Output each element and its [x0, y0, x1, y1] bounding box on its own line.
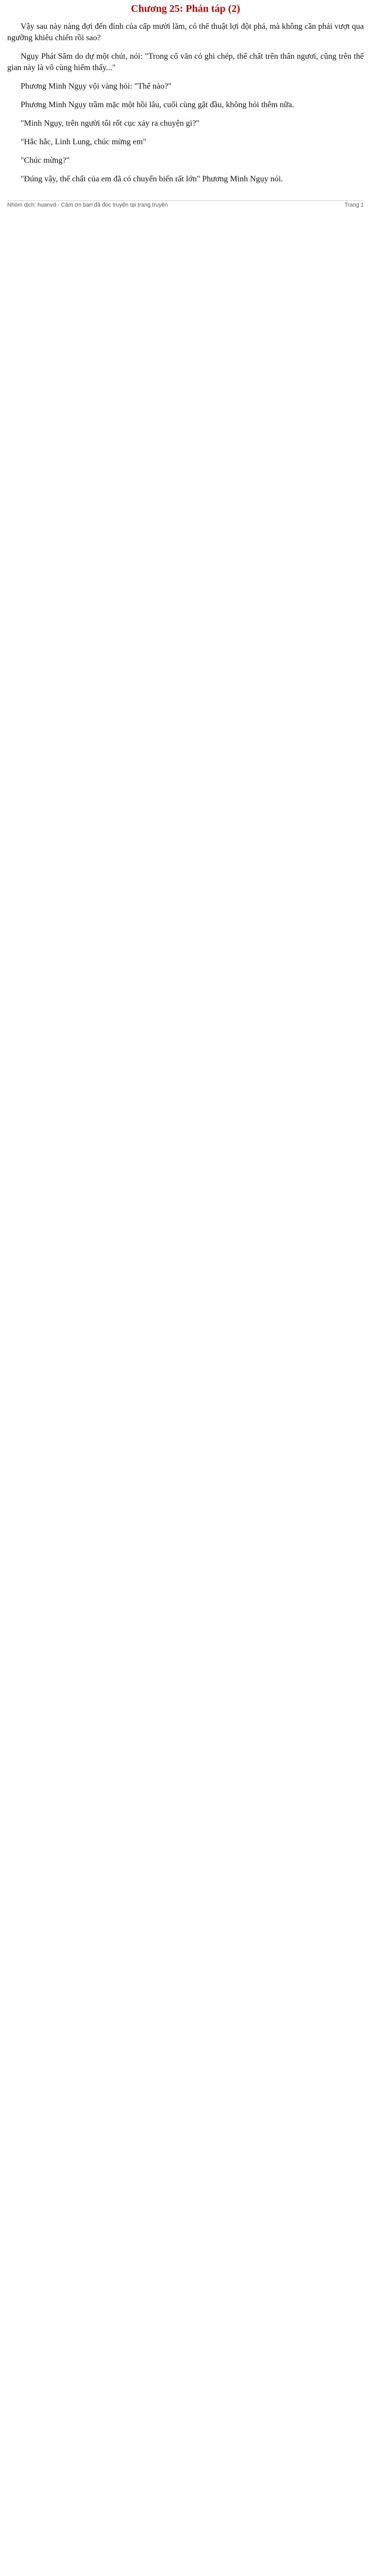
paragraph: "Chúc mừng?" — [21, 156, 70, 165]
footer-right: Trang 1 — [344, 202, 364, 208]
paragraph: "Đúng vậy, thể chất của em đã có chuyển biến rất lớn" Phương Minh Ngụy nói. — [21, 175, 283, 183]
paragraph: "Minh Ngụy, trên người tôi rốt cục xảy ra chuyện gì?" — [21, 119, 199, 128]
paragraph: Vậy sau này nàng đợi đến đỉnh của cấp mười lăm, có thể thuật lợi đột phá, mà không cần phải vượt qua ngưỡng khiêu chiến rồi sao? — [7, 22, 364, 42]
page-footer — [7, 200, 364, 208]
paragraph: "Hắc hắc, Linh Lung, chúc mừng em" — [21, 138, 146, 146]
paragraph: Ngụy Phát Sâm do dự một chút, nói: "Trong cổ văn có ghi chép, thể chất trên thân ngươi, cũng trên thế gian này là vô cùng hiếm thấy..." — [7, 52, 364, 72]
document-page — [0, 3, 371, 208]
paragraph: Phương Minh Ngụy trầm mặc một hồi lâu, cuối cùng gật đầu, không hỏi thêm nữa. — [21, 100, 294, 109]
chapter-title: Chương 25: Phản táp (2) — [131, 3, 240, 14]
paragraph: Phương Minh Ngụy vội vàng hỏi: "Thế nào?" — [21, 82, 172, 91]
footer-left: Nhóm dịch: huanvd - Cảm ơn bạn đã đọc truyện tại trang truyện — [7, 202, 168, 208]
